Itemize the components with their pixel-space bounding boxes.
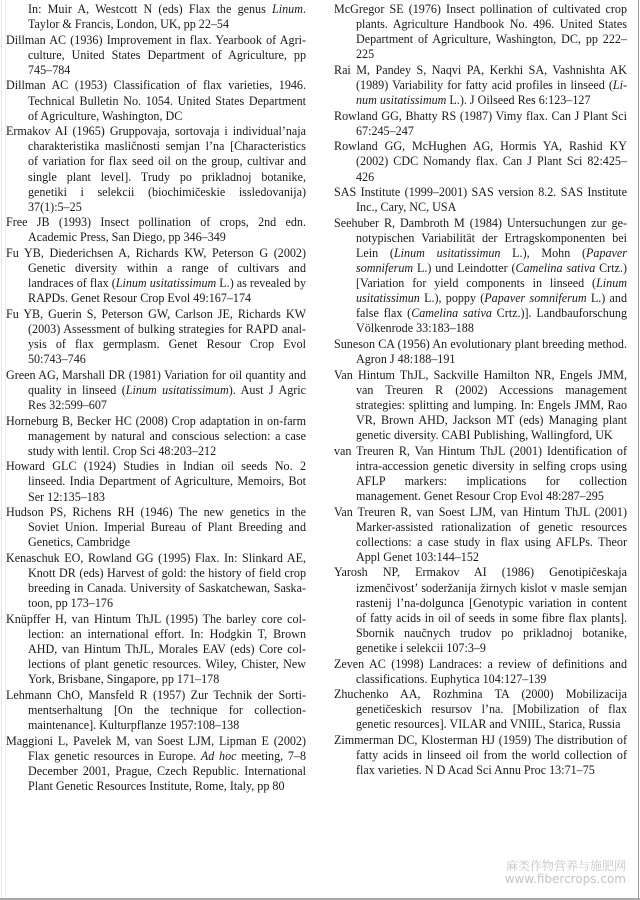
reference-entry: Van Hintum ThJL, Sackville Hamilton NR, Engels JMM, van Treuren R (2002) Accessions management strategies: splitting and lumping. In: Engels JMM, Rao VR, Brown AHD, Jackson MT (eds) Managing plant genetic diversity. CABI Publishing, Wallingford, UK <box>334 367 627 443</box>
page-edge-left <box>1 0 2 900</box>
reference-entry: Knüpffer H, van Hintum ThJL (1995) The barley core collection: an international effort. In: Hodgkin T, Brown AHD, van Hintum ThJL, Morales EAV (eds) Core collections of plant genetic resources. Wiley, Chister, New York, Brisbane, Singapore, pp 171–178 <box>6 611 306 687</box>
reference-entry: Zimmerman DC, Klosterman HJ (1959) The distribution of fatty acids in linseed oil from the world collection of flax varieties. N D Acad Sci Annu Proc 13:71–75 <box>334 733 627 778</box>
reference-entry: Maggioni L, Pavelek M, van Soest LJM, Lipman E (2002) Flax genetic resources in Europe. Ad hoc meeting, 7–8 December 2001, Prague, Czech Republic. International Plant Genetic Resources Institute, Rome, Italy, pp 80 <box>6 733 307 793</box>
reference-entry: Zeven AC (1998) Landraces: a review of definitions and classifications. Euphytica 104:127–139 <box>334 656 627 686</box>
reference-entry: Green AG, Marshall DR (1981) Variation for oil quantity and quality in linseed (Linum usitatissimum). Aust J Agric Res 32:599–607 <box>6 367 306 412</box>
reference-entry: Fu YB, Guerin S, Peterson GW, Carlson JE, Richards KW (2003) Assessment of bulking strategies for RAPD analysis of flax germplasm. Genet Resour Crop Evol 50:743–746 <box>6 306 306 367</box>
reference-entry: Howard GLC (1924) Studies in Indian oil seeds No. 2 linseed. India Department of Agriculture, Memoirs, Bot Ser 12:135–183 <box>6 459 306 504</box>
reference-entry: McGregor SE (1976) Insect pollination of cultivated crop plants. Agriculture Handbook No. 496. United States Department of Agriculture, Washington, DC, pp 222–225 <box>334 2 627 62</box>
reference-entry: van Treuren R, Van Hintum ThJL (2001) Identification of intra-accession genetic diversity in selfing crops using AFLP markers: implications for collection management. Genet Resour Crop Evol 48:287–295 <box>334 443 627 503</box>
watermark-url: www.fibercrops.com <box>504 872 626 886</box>
reference-entry: Fu YB, Diederichsen A, Richards KW, Peterson G (2002) Genetic diversity within a range of cultivars and landraces of flax (Linum usitatissimum L.) as revealed by RAPDs. Genet Resour Crop Evol 49:167–174 <box>6 246 307 306</box>
reference-entry: Lehmann ChO, Mansfeld R (1957) Zur Technik der Sortimentserhaltung [On the technique for collection-maintenance]. Kulturpflanze 1957:108–138 <box>6 687 306 732</box>
reference-entry: Seehuber R, Dambroth M (1984) Untersuchungen zur genotypischen Variabilität der Ertragskomponenten bei Lein (Linum usitatissimun L.), Mohn (Papaver somniferum L.) und Leindotter (Camelina sativa Crtz.) [Variation for yield components in linseed (Linum usitatissimun L.), poppy (Papaver somniferum L.) and false flax (Camelina sativa Crtz.)]. Landbauforschung Völkenrode 33:183–188 <box>334 215 628 336</box>
watermark-title: 麻类作物营养与施肥网 <box>505 859 626 873</box>
reference-entry: Rowland GG, Bhatty RS (1987) Vimy flax. Can J Plant Sci 67:245–247 <box>334 108 627 138</box>
references-left-column <box>6 2 306 794</box>
reference-entry: Rai M, Pandey S, Naqvi PA, Kerkhi SA, Vashnishta AK (1989) Variability for fatty acid profiles in linseed (Linum usitatissimum L.). J Oilseed Res 6:123–127 <box>334 62 627 108</box>
reference-entry: Yarosh NP, Ermakov AI (1986) Genotipičeskaja izmenčivost’ soderžanija žirnych kislot v masle semjan rastenij l’na-dolgunca [Genotypic variation in content of fatty acids in oil of seeds in some fibre flax plants]. Sbornik naučnych trudov po prikladnoj botanike, genetike i selekcii 107:3–9 <box>334 565 627 655</box>
reference-entry: Hudson PS, Richens RH (1946) The new genetics in the Soviet Union. Imperial Bureau of Plant Breeding and Genetics, Cambridge <box>6 505 306 550</box>
reference-entry: Dillman AC (1936) Improvement in flax. Yearbook of Agriculture, United States Department of Agriculture, pp 745–784 <box>6 32 306 77</box>
reference-entry: Dillman AC (1953) Classification of flax varieties, 1946. Technical Bulletin No. 1054. United States Department of Agriculture, Washington, DC <box>6 78 306 123</box>
page-edge-right <box>638 0 639 900</box>
site-watermark <box>505 860 626 886</box>
reference-entry: Zhuchenko AA, Rozhmina TA (2000) Mobilizacija genetičeskich resursov l’na. [Mobilization of flax genetic resources]. VILAR and VNIIL, Starica, Russia <box>334 687 627 732</box>
reference-entry: SAS Institute (1999–2001) SAS version 8.2. SAS Institute Inc., Cary, NC, USA <box>334 185 627 215</box>
reference-entry: Ermakov AI (1965) Gruppovaja, sortovaja i individual’naja charakteristika masličnosti semjan l’na [Characteristics of variation for flax seed oil on the group, cultivar and single plant level]. Trudy po prikladnoj botanike, genetiki i selekcii (biochimičeskie issledovanija) 37(1):5–25 <box>6 124 306 214</box>
reference-entry: Kenaschuk EO, Rowland GG (1995) Flax. In: Slinkard AE, Knott DR (eds) Harvest of gold: the history of field crop breeding in Canada. University of Saskatchewan, Saskatoon, pp 173–176 <box>6 550 306 611</box>
references-right-column <box>334 2 627 779</box>
reference-entry: Rowland GG, McHughen AG, Hormis YA, Rashid KY (2002) CDC Nomandy flax. Can J Plant Sci 82:425–426 <box>334 139 627 184</box>
reference-entry: Suneson CA (1956) An evolutionary plant breeding method. Agron J 48:188–191 <box>334 337 627 367</box>
reference-entry: In: Muir A, Westcott N (eds) Flax the genus Linum. Taylor & Francis, London, UK, pp 22–54 <box>28 2 306 32</box>
reference-entry: Van Treuren R, van Soest LJM, van Hintum ThJL (2001) Marker-assisted rationalization of genetic resources collections: a case study in flax using AFLPs. Theor Appl Genet 103:144–152 <box>334 504 627 564</box>
reference-entry: Horneburg B, Becker HC (2008) Crop adaptation in on-farm management by natural and conscious selection: a case study with lentil. Crop Sci 48:203–212 <box>6 413 306 458</box>
reference-entry: Free JB (1993) Insect pollination of crops, 2nd edn. Academic Press, San Diego, pp 346–349 <box>6 215 306 245</box>
